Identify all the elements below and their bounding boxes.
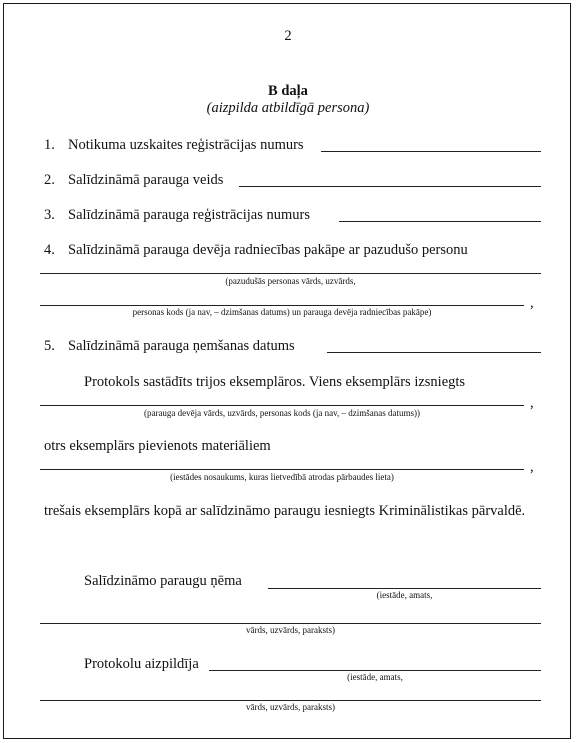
taker-label: Salīdzināmo paraugu ņēma <box>84 573 242 589</box>
page-number: 2 <box>284 28 292 44</box>
caption-taker-b: vārds, uzvārds, paraksts) <box>246 625 335 635</box>
field-institution[interactable] <box>40 469 524 470</box>
item-number-5: 5. <box>44 338 55 354</box>
comma-3: , <box>530 459 534 475</box>
field-sampling-date[interactable] <box>327 352 541 353</box>
item-number-3: 3. <box>44 207 55 223</box>
field-donor-details[interactable] <box>40 405 524 406</box>
item-label-registration-number: Notikuma uzskaites reģistrācijas numurs <box>68 137 304 153</box>
protocol-second-copy-text: otrs eksemplārs pievienots materiāliem <box>44 438 271 454</box>
item-label-sample-type: Salīdzināmā parauga veids <box>68 172 224 188</box>
field-filler-signature[interactable] <box>40 700 541 701</box>
caption-personal-code: personas kods (ja nav, – dzimšanas datums) un parauga devēja radniecības pakāpe) <box>132 307 432 317</box>
comma-1: , <box>530 295 534 311</box>
section-title: B daļa <box>268 83 308 99</box>
item-number-1: 1. <box>44 137 55 153</box>
field-registration-number[interactable] <box>321 151 541 152</box>
field-missing-person-name[interactable] <box>40 273 541 274</box>
field-relationship-degree[interactable] <box>40 305 524 306</box>
form-page <box>3 3 571 739</box>
field-sample-registration-number[interactable] <box>339 221 541 222</box>
caption-donor: (parauga devēja vārds, uzvārds, personas kods (ja nav, – dzimšanas datums)) <box>143 408 421 418</box>
item-label-sample-registration-number: Salīdzināmā parauga reģistrācijas numurs <box>68 207 310 223</box>
caption-filler-b: vārds, uzvārds, paraksts) <box>246 702 335 712</box>
section-subtitle: (aizpilda atbildīgā persona) <box>206 100 370 116</box>
caption-institution: (iestādes nosaukums, kuras lietvedībā atrodas pārbaudes lieta) <box>170 472 394 482</box>
caption-taker-a: (iestāde, amats, <box>376 590 433 600</box>
protocol-third-copy-text: trešais eksemplārs kopā ar salīdzināmo paraugu iesniegts Kriminālistikas pārvaldē. <box>44 503 526 519</box>
field-taker-signature[interactable] <box>40 623 541 624</box>
item-number-4: 4. <box>44 242 55 258</box>
field-sample-type[interactable] <box>239 186 541 187</box>
filler-label: Protokolu aizpildīja <box>84 656 199 672</box>
caption-filler-a: (iestāde, amats, <box>347 672 403 682</box>
item-label-donor-relationship: Salīdzināmā parauga devēja radniecības pakāpe ar pazudušo personu <box>68 242 468 258</box>
item-number-2: 2. <box>44 172 55 188</box>
caption-missing-person: (pazudušās personas vārds, uzvārds, <box>225 276 356 286</box>
item-label-sampling-date: Salīdzināmā parauga ņemšanas datums <box>68 338 295 354</box>
field-filler-institution[interactable] <box>209 670 541 671</box>
comma-2: , <box>530 395 534 411</box>
field-taker-institution[interactable] <box>268 588 541 589</box>
protocol-copies-text: Protokols sastādīts trijos eksemplāros. Viens eksemplārs izsniegts <box>84 374 466 390</box>
